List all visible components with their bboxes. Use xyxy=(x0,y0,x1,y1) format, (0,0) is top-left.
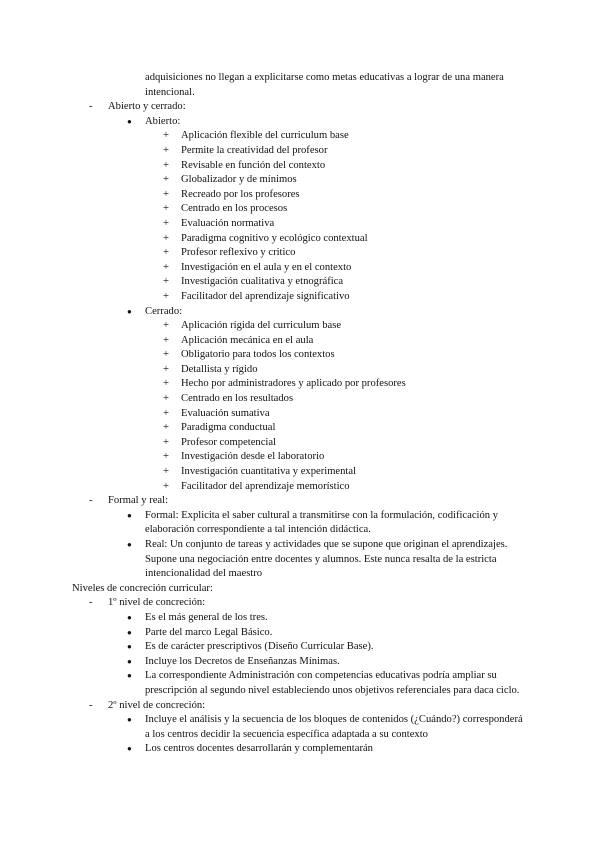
subsection-label: Cerrado: xyxy=(145,305,183,317)
list-item: ● Los centros docentes desarrollarán y complementarán xyxy=(0,742,600,757)
abierto-list xyxy=(0,129,600,304)
plus-marker: + xyxy=(163,232,169,244)
plus-marker: + xyxy=(163,349,169,361)
plus-marker: + xyxy=(163,290,169,302)
list-item: ● Es el más general de los tres. xyxy=(0,611,600,626)
list-item: + Detallista y rígido xyxy=(0,363,600,378)
bullet-marker: ● xyxy=(127,612,132,622)
plus-marker: + xyxy=(163,334,169,346)
plus-marker: + xyxy=(163,480,169,492)
bullet-marker: ● xyxy=(127,306,132,316)
list-item: ● Real: Un conjunto de tareas y actividades que se supone que originan el aprendizajes. Supone una negociación entre docentes y alumnos. Este nunca resalta de la estricta intencionalidad del maestro xyxy=(127,539,508,580)
document-body xyxy=(0,71,600,757)
dash-marker: - xyxy=(89,101,93,113)
plus-marker: + xyxy=(163,407,169,419)
plus-marker: + xyxy=(163,159,169,171)
section-abierto-cerrado xyxy=(0,100,600,115)
list-item: + Recreado por los profesores xyxy=(0,188,600,203)
list-item: + Facilitador del aprendizaje memorístico xyxy=(0,480,600,495)
plus-marker: + xyxy=(163,276,169,288)
subsection-cerrado xyxy=(0,305,600,320)
section-heading: Formal y real: xyxy=(108,495,169,507)
section-segundo-nivel xyxy=(0,699,600,714)
list-item: ● Parte del marco Legal Básico. xyxy=(0,626,600,641)
plus-marker: + xyxy=(163,393,169,405)
plus-marker: + xyxy=(163,130,169,142)
list-item: + Paradigma cognitivo y ecológico contextual xyxy=(0,232,600,247)
bullet-marker: ● xyxy=(127,510,132,520)
section-heading: Abierto y cerrado: xyxy=(108,101,186,113)
plus-marker: + xyxy=(163,436,169,448)
dash-marker: - xyxy=(89,597,93,609)
list-item: ● La correspondiente Administración con competencias educativas podría ampliar su prescripción al segundo nivel estableciendo unos objetivos referenciales para daca ciclo. xyxy=(127,670,520,696)
plus-marker: + xyxy=(163,363,169,375)
list-item: + Aplicación mecánica en el aula xyxy=(0,334,600,349)
list-item: + Facilitador del aprendizaje significativo xyxy=(0,290,600,305)
bullet-marker: ● xyxy=(127,540,132,549)
list-item: ● Incluye los Decretos de Enseñanzas Mínimas. xyxy=(0,655,600,670)
list-item: + Revisable en función del contexto xyxy=(0,159,600,174)
bullet-marker: ● xyxy=(127,627,132,637)
section-heading: 1º nivel de concreción: xyxy=(108,597,206,609)
plus-marker: + xyxy=(163,378,169,390)
niveles-heading: Niveles de concreción curricular: xyxy=(72,582,213,594)
plus-marker: + xyxy=(163,144,169,156)
list-item: + Aplicación flexible del curriculum base xyxy=(0,129,600,144)
list-item: + Globalizador y de mínimos xyxy=(0,173,600,188)
list-item: + Investigación cuantitativa y experimental xyxy=(0,465,600,480)
list-item: + Centrado en los procesos xyxy=(0,202,600,217)
bullet-marker: ● xyxy=(127,671,132,681)
plus-marker: + xyxy=(163,451,169,463)
dash-marker: - xyxy=(89,699,93,711)
dash-marker: - xyxy=(89,495,93,507)
plus-marker: + xyxy=(163,203,169,215)
section-primer-nivel xyxy=(0,596,600,611)
list-item: ● Formal: Explicita el saber cultural a transmitirse con la formulación, codificación y elaboración correspondiente a tal intención didáctica. xyxy=(127,509,499,536)
list-item: + Permite la creatividad del profesor xyxy=(0,144,600,159)
plus-marker: + xyxy=(163,320,169,332)
list-item: + Investigación cualitativa y etnográfica xyxy=(0,275,600,290)
list-item: + Paradigma conductual xyxy=(0,421,600,436)
cerrado-list xyxy=(0,319,600,494)
list-item: + Investigación en el aula y en el contexto xyxy=(0,261,600,276)
bullet-marker: ● xyxy=(127,715,132,725)
plus-marker: + xyxy=(163,247,169,259)
plus-marker: + xyxy=(163,188,169,200)
intro-continuation: adquisiciones no llegan a explicitarse como metas educativas a lograr de una manera intencional. xyxy=(145,72,504,98)
plus-marker: + xyxy=(163,261,169,273)
bullet-marker: ● xyxy=(127,656,132,666)
section-heading: 2º nivel de concreción: xyxy=(108,699,206,711)
list-item: ● Es de carácter prescriptivos (Diseño Curricular Base). xyxy=(0,640,600,655)
plus-marker: + xyxy=(163,466,169,478)
list-item: + Hecho por administradores y aplicado por profesores xyxy=(0,377,600,392)
list-item: ● Incluye el análisis y la secuencia de los bloques de contenidos (¿Cuándo?) corresponderá a los centros decidir la secuencia específica adaptada a su contexto xyxy=(127,714,523,740)
list-item: + Aplicación rígida del curriculum base xyxy=(0,319,600,334)
plus-marker: + xyxy=(163,422,169,434)
plus-marker: + xyxy=(163,217,169,229)
list-item: + Evaluación sumativa xyxy=(0,407,600,422)
bullet-marker: ● xyxy=(127,744,132,754)
bullet-marker: ● xyxy=(127,642,132,652)
section-formal-real xyxy=(0,494,600,509)
list-item: + Obligatorio para todos los contextos xyxy=(0,348,600,363)
subsection-abierto xyxy=(0,115,600,130)
list-item: + Investigación desde el laboratorio xyxy=(0,450,600,465)
list-item: + Profesor competencial xyxy=(0,436,600,451)
bullet-marker: ● xyxy=(127,116,132,126)
list-item: + Profesor reflexivo y critico xyxy=(0,246,600,261)
subsection-label: Abierto: xyxy=(145,115,181,127)
plus-marker: + xyxy=(163,174,169,186)
list-item: + Centrado en los resultados xyxy=(0,392,600,407)
list-item: + Evaluación normativa xyxy=(0,217,600,232)
